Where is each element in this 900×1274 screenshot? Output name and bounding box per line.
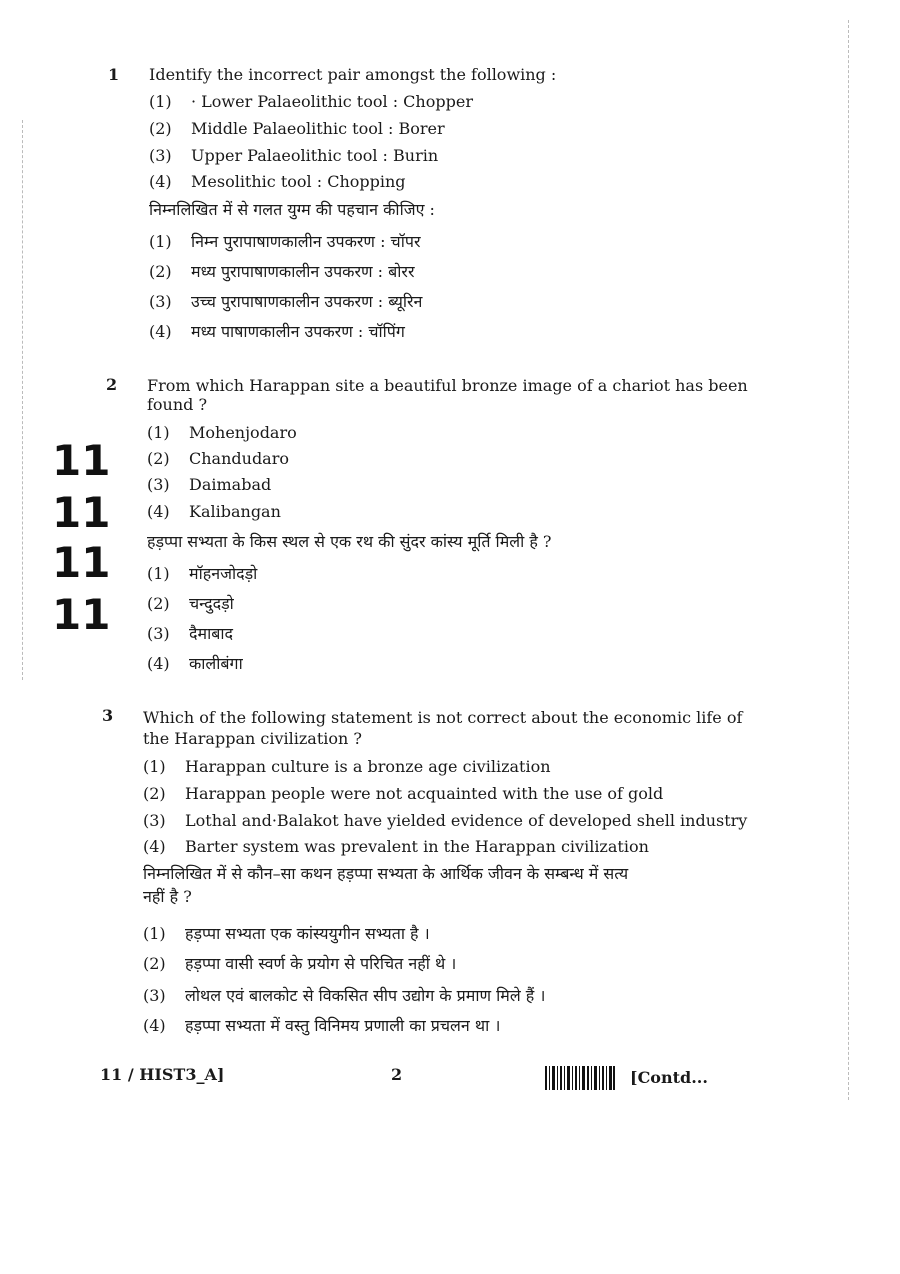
question-3-text-en-line1: Which of the following statement is not correct about the economic life of (143, 708, 743, 727)
q1-hi-option-3: (3) उच्च पुरापाषाणकालीन उपकरण : ब्यूरिन (149, 292, 423, 311)
q3-en-option-2: (2) Harappan people were not acquainted with the use of gold (143, 784, 664, 803)
q3-hi-option-1: (1) हड़प्पा सभ्यता एक कांस्ययुगीन सभ्यता है । (143, 924, 430, 943)
q2-hi-option-3: (3) दैमाबाद (147, 624, 233, 643)
right-scan-edge (848, 20, 850, 1100)
barcode-icon (545, 1066, 615, 1090)
side-mark-2: 11 (52, 488, 111, 537)
q1-en-option-1: (1) · Lower Palaeolithic tool : Chopper (149, 92, 473, 111)
q2-en-option-4: (4) Kalibangan (147, 502, 281, 521)
q1-en-option-3: (3) Upper Palaeolithic tool : Burin (149, 146, 439, 165)
q2-hi-option-1: (1) मॉहनजोदड़ो (147, 564, 258, 583)
side-mark-3: 11 (52, 538, 111, 587)
q1-hi-option-2: (2) मध्य पुरापाषाणकालीन उपकरण : बोरर (149, 262, 415, 281)
question-3-text-en-line2: the Harappan civilization ? (143, 729, 362, 748)
question-3-number: 3 (102, 706, 114, 725)
question-2-text-en-line2: found ? (147, 395, 208, 414)
q2-hi-option-2: (2) चन्दुदड़ो (147, 594, 234, 613)
question-2-text-en-line1: From which Harappan site a beautiful bronze image of a chariot has been (147, 376, 748, 395)
continued-label: [Contd... (630, 1068, 708, 1087)
q1-hi-option-1: (1) निम्न पुरापाषाणकालीन उपकरण : चॉपर (149, 232, 421, 251)
q1-en-option-4: (4) Mesolithic tool : Chopping (149, 172, 406, 191)
q2-en-option-2: (2) Chandudaro (147, 449, 289, 468)
side-mark-1: 11 (52, 436, 111, 485)
question-1-number: 1 (108, 65, 120, 84)
q3-en-option-1: (1) Harappan culture is a bronze age civilization (143, 757, 551, 776)
question-3-text-hi-line2: नहीं है ? (143, 887, 192, 906)
q3-en-option-4: (4) Barter system was prevalent in the Harappan civilization (143, 837, 649, 856)
q2-en-option-1: (1) Mohenjodaro (147, 423, 297, 442)
question-1-text-en: Identify the incorrect pair amongst the following : (149, 65, 557, 84)
page-number: 2 (391, 1065, 403, 1084)
question-1-text-hi: निम्नलिखित में से गलत युग्म की पहचान कीजिए : (149, 200, 435, 219)
question-2-text-hi: हड़प्पा सभ्यता के किस स्थल से एक रथ की सुंदर कांस्य मूर्ति मिली है ? (147, 532, 552, 551)
q1-hi-option-4: (4) मध्य पाषाणकालीन उपकरण : चॉपिंग (149, 322, 405, 341)
q2-hi-option-4: (4) कालीबंगा (147, 654, 243, 673)
question-3-text-hi-line1: निम्नलिखित में से कौन–सा कथन हड़प्पा सभ्यता के आर्थिक जीवन के सम्बन्ध में सत्य (143, 864, 629, 883)
q3-hi-option-3: (3) लोथल एवं बालकोट से विकसित सीप उद्योग के प्रमाण मिले हैं । (143, 986, 546, 1005)
q2-en-option-3: (3) Daimabad (147, 475, 272, 494)
q3-hi-option-4: (4) हड़प्पा सभ्यता में वस्तु विनिमय प्रणाली का प्रचलन था । (143, 1016, 501, 1035)
q1-en-option-2: (2) Middle Palaeolithic tool : Borer (149, 119, 445, 138)
paper-code: 11 / HIST3_A] (100, 1065, 225, 1084)
q3-hi-option-2: (2) हड़प्पा वासी स्वर्ण के प्रयोग से परिचित नहीं थे । (143, 954, 457, 973)
q3-en-option-3: (3) Lothal and·Balakot have yielded evidence of developed shell industry (143, 811, 748, 830)
side-mark-4: 11 (52, 590, 111, 639)
question-2-number: 2 (106, 375, 118, 394)
left-scan-edge (22, 120, 24, 680)
